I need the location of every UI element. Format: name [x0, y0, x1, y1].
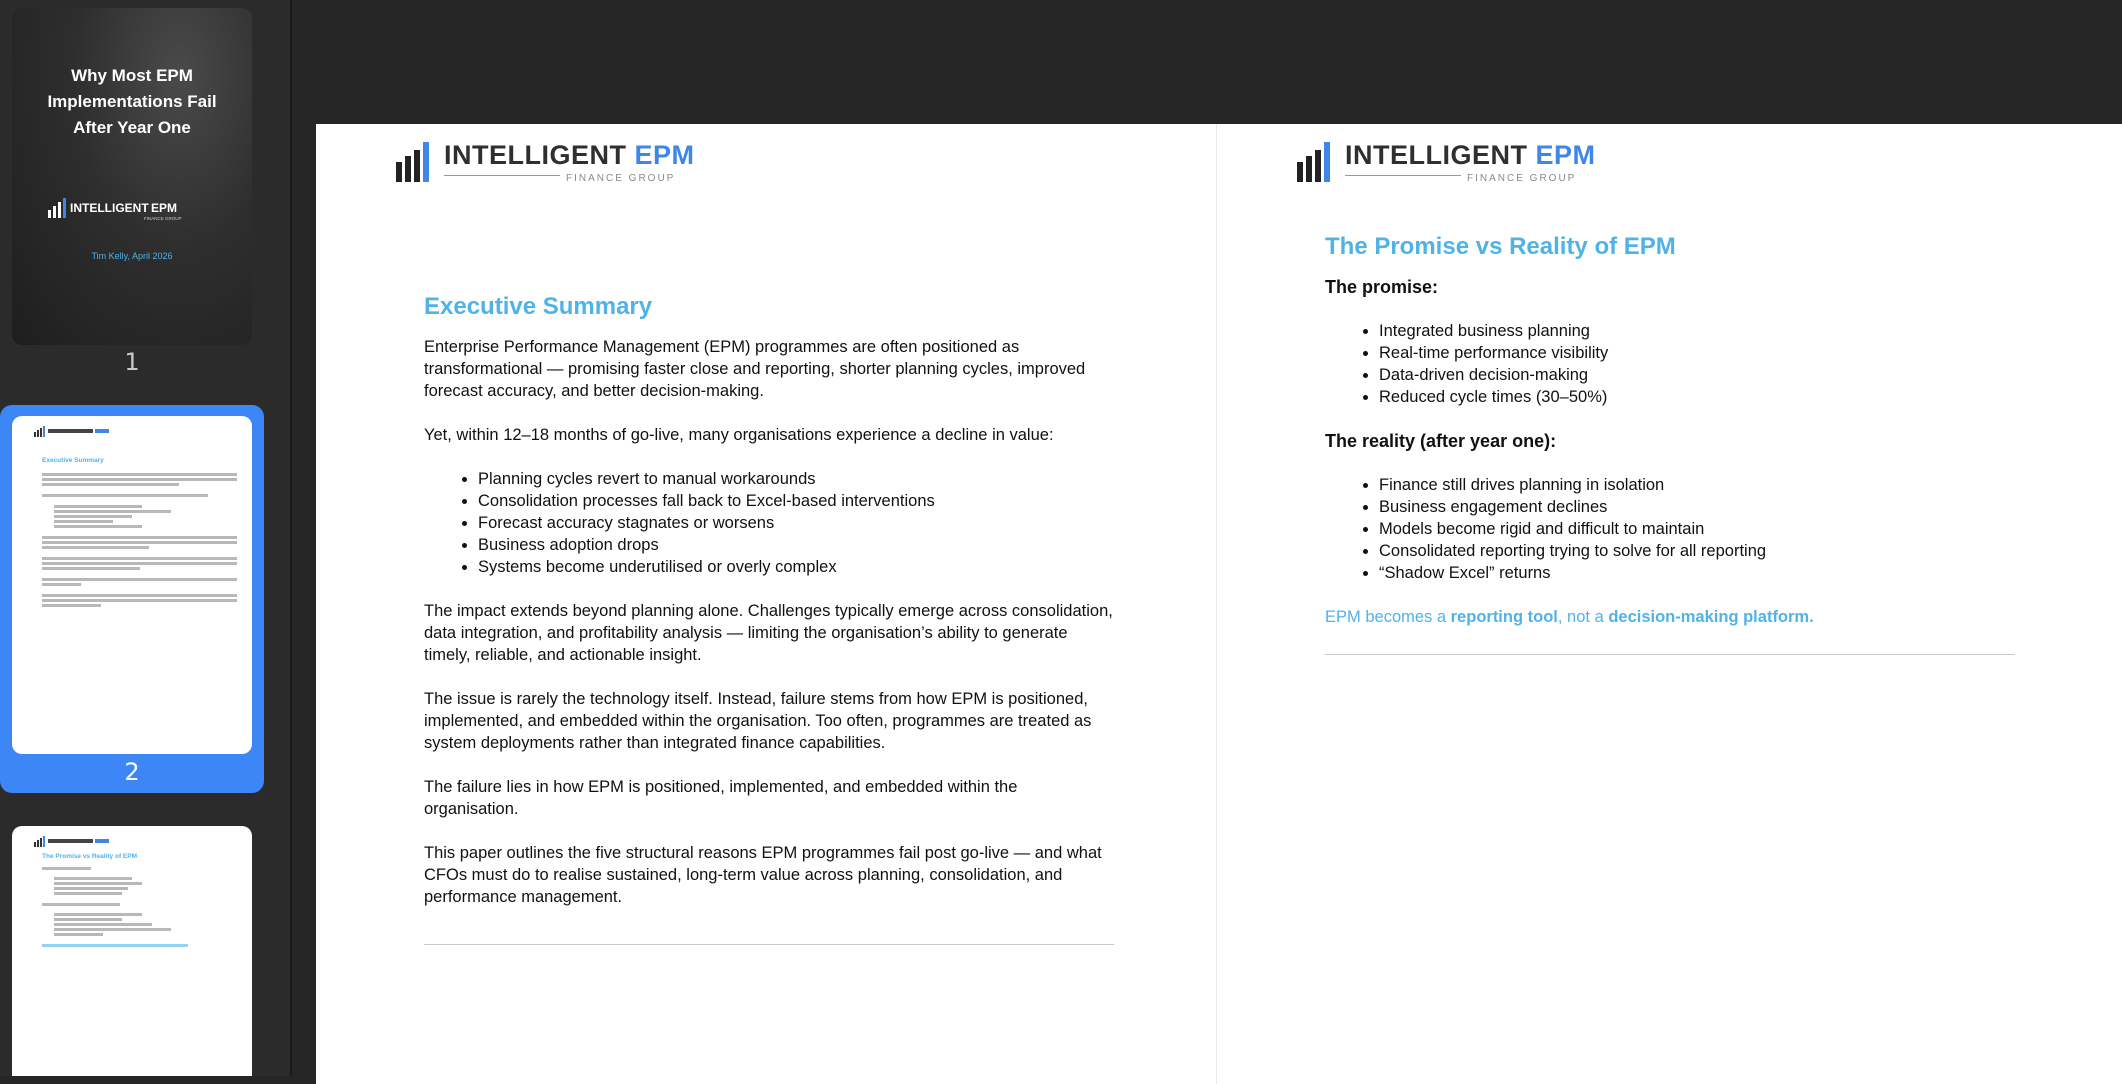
failure-paragraph: The failure lies in how EPM is positioned, implemented, and embedded within the organisation.: [424, 778, 1018, 818]
section-heading: Executive Summary: [424, 293, 653, 320]
list-item: • Models become rigid and difficult to maintain: [1379, 518, 2015, 540]
list-item: • Systems become underutilised or overly complex: [478, 556, 1114, 578]
intro-paragraph: Enterprise Performance Management (EPM) programmes are often positioned as transformational — promising faster close and reporting, shorter planning cycles, improved forecast accuracy, and better decision-making.: [424, 338, 1086, 400]
list-item: • Forecast accuracy stagnates or worsens: [478, 512, 1114, 534]
list-item: • Finance still drives planning in isolation: [1379, 474, 2015, 496]
logo-wordmark: INTELLIGENT EPM: [444, 140, 695, 170]
page-3-thumbnail[interactable]: [12, 826, 252, 1076]
list-item: • Integrated business planning: [1379, 320, 2015, 342]
document-viewer[interactable]: [292, 0, 2122, 1076]
section-divider: [424, 944, 1114, 945]
list-item: • Reduced cycle times (30–50%): [1379, 386, 2015, 408]
logo-divider: [1345, 175, 1461, 176]
cover-thumbnail[interactable]: [12, 8, 252, 345]
page-thumbnail-sidebar[interactable]: [0, 0, 292, 1076]
section-divider: [1325, 654, 2015, 655]
page-body: [424, 293, 1114, 945]
mini-page-text: The Promise vs Reality of EPM: [42, 854, 237, 949]
outline-paragraph: This paper outlines the five structural reasons EPM programmes fail post go-live — and what CFOs must do to realise sustained, long-term value across planning, consolidation, and performance management.: [424, 844, 1102, 906]
conclusion-statement: EPM becomes a reporting tool, not a decision-making platform.: [1325, 608, 1814, 626]
bar-chart-logo-icon: [396, 142, 436, 182]
cover-logo: [48, 196, 218, 227]
svg-text:FINANCE GROUP: FINANCE GROUP: [144, 216, 182, 221]
reality-list: [1325, 474, 2015, 584]
document-page-3: [1216, 124, 2122, 1084]
list-item: • Business adoption drops: [478, 534, 1114, 556]
svg-text:EPM: EPM: [151, 201, 178, 215]
section-heading: The Promise vs Reality of EPM: [1325, 233, 1676, 260]
mini-logo-icon: [34, 426, 124, 438]
logo-subtitle: FINANCE GROUP: [1467, 173, 1577, 184]
list-item: • Consolidated reporting trying to solve for all reporting: [1379, 540, 2015, 562]
bar-chart-logo-icon: [1297, 142, 1337, 182]
document-page-2: [316, 124, 1216, 1084]
thumbnail-page-number: 1: [124, 348, 140, 376]
list-item: • Real-time performance visibility: [1379, 342, 2015, 364]
impact-paragraph: The impact extends beyond planning alone. Challenges typically emerge across consolidation, data integration, and profitability analysis — limiting the organisation’s ability to generate timely, reliable, and actionable insight.: [424, 602, 1113, 664]
reality-heading: The reality (after year one):: [1325, 431, 1557, 451]
page-2-thumbnail[interactable]: [12, 416, 252, 754]
list-item: • Consolidation processes fall back to Excel-based interventions: [478, 490, 1114, 512]
cover-title: Why Most EPM Implementations Fail After Year One: [47, 66, 217, 137]
issue-paragraph: The issue is rarely the technology itself. Instead, failure stems from how EPM is positioned, implemented, and embedded within the organisation. Too often, programmes are treated as system deployments rather than integrated finance capabilities.: [424, 690, 1092, 752]
thumbnail-page-number: 2: [124, 758, 140, 786]
decline-list: [424, 468, 1114, 578]
list-item: • Business engagement declines: [1379, 496, 2015, 518]
mini-page-text: Executive Summary: [42, 458, 237, 609]
list-item: • “Shadow Excel” returns: [1379, 562, 2015, 584]
logo-divider: [444, 175, 560, 176]
page-body: [1325, 233, 2015, 655]
list-item: • Planning cycles revert to manual workarounds: [478, 468, 1114, 490]
logo-wordmark: INTELLIGENT EPM: [1345, 140, 1596, 170]
mini-logo-icon: [34, 836, 124, 848]
logo-subtitle: FINANCE GROUP: [566, 173, 676, 184]
svg-text:INTELLIGENT: INTELLIGENT: [70, 201, 149, 215]
cover-author: Tim Kelly, April 2026: [91, 251, 173, 261]
company-logo-icon: [48, 196, 218, 222]
list-item: • Data-driven decision-making: [1379, 364, 2015, 386]
promise-heading: The promise:: [1325, 277, 1439, 297]
promise-list: [1325, 320, 2015, 408]
lead-paragraph: Yet, within 12–18 months of go-live, many organisations experience a decline in value:: [424, 426, 1054, 444]
